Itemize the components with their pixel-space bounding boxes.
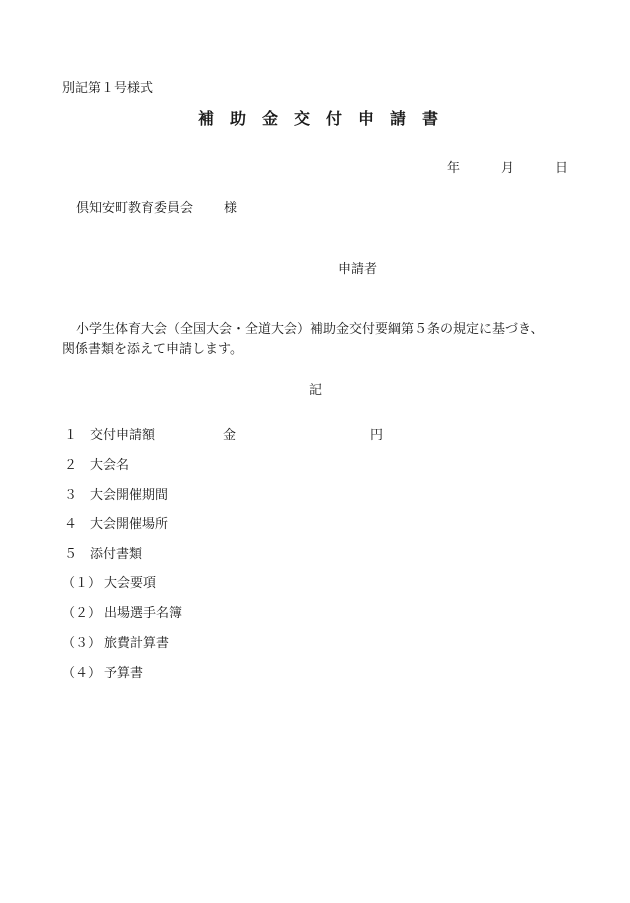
attachment-label: 旅費計算書: [104, 636, 170, 651]
attachment-number: （４）: [62, 666, 102, 681]
addressee-honorific: 様: [224, 201, 238, 216]
item-number: ３: [64, 488, 78, 503]
item-number: １: [64, 428, 78, 443]
date-year-label: 年: [447, 161, 461, 176]
amount-suffix: 円: [370, 428, 384, 443]
form-number: 別記第１号様式: [62, 81, 154, 96]
body-line-1: 小学生体育大会（全国大会・全道大会）補助金交付要綱第５条の規定に基づき、: [76, 322, 544, 337]
attachment-number: （３）: [62, 636, 102, 651]
addressee-name: 倶知安町教育委員会: [76, 201, 194, 216]
amount-prefix: 金: [223, 428, 237, 443]
attachment-label: 大会要項: [104, 576, 157, 591]
date-month-label: 月: [501, 161, 515, 176]
date-day-label: 日: [555, 161, 569, 176]
ki-label: 記: [309, 383, 323, 398]
item-label: 交付申請額: [90, 428, 156, 443]
attachment-label: 出場選手名簿: [104, 606, 183, 621]
item-number: ５: [64, 547, 78, 562]
attachment-number: （２）: [62, 606, 102, 621]
item-label: 大会開催期間: [90, 488, 169, 503]
item-label: 添付書類: [90, 547, 143, 562]
attachment-label: 予算書: [104, 666, 144, 681]
body-line-2: 関係書類を添えて申請します。: [62, 342, 243, 357]
item-number: ２: [64, 458, 78, 473]
item-label: 大会開催場所: [90, 517, 169, 532]
applicant-label: 申請者: [338, 262, 378, 277]
item-label: 大会名: [90, 458, 130, 473]
item-number: ４: [64, 517, 78, 532]
attachment-number: （１）: [62, 576, 102, 591]
form-title: 補助金交付申請書: [198, 109, 455, 128]
